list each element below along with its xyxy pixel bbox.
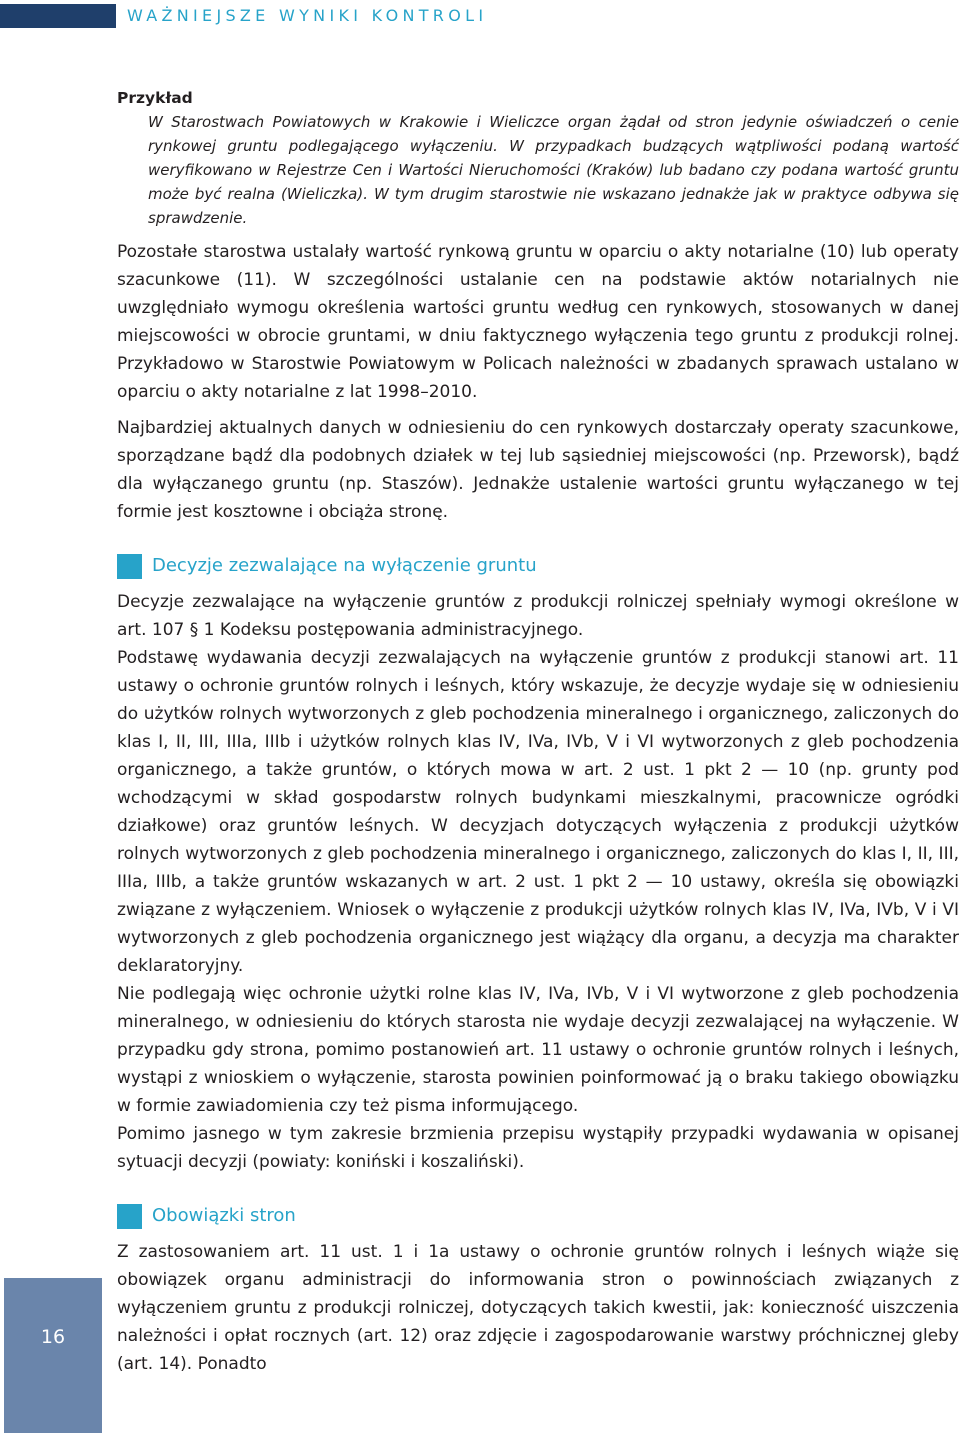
running-header-title: WAŻNIEJSZE WYNIKI KONTROLI (127, 6, 488, 25)
paragraph: Najbardziej aktualnych danych w odniesieniu do cen rynkowych dostarczały operaty szacunkowe, sporządzane bądź dla podobnych działek w tej lub sąsiedniej miejscowości (np. Przeworsk), bądź dla wyłączanego gruntu (np. Staszów). Jednakże ustalenie wartości gruntu wyłączanego w tej formie jest kosztowne i obciąża stronę. (117, 418, 959, 522)
paragraph: Z zastosowaniem art. 11 ust. 1 i 1a ustawy o ochronie gruntów rolnych i leśnych wiąże się obowiązek organu administracji do informowania stron o powinnościach związanych z wyłączeniem gruntu z produkcji rolniczej, dotyczących takich kwestii, jak: konieczność uiszczenia należności i opłat rocznych (art. 12) oraz zdjęcie i zagospodarowanie warstwy próchnicznej gleby (art. 14). Ponadto (117, 1242, 959, 1374)
paragraph: Pozostałe starostwa ustalały wartość rynkową gruntu w oparciu o akty notarialne (10) lub operaty szacunkowe (11). W szczególności ustalanie cen na podstawie aktów notarialnych nie uwzględniało wymogu określenia wartości gruntu według cen rynkowych, stosowanych w danej miejscowości w obrocie gruntami, w dniu faktycznego wyłączenia tego gruntu z produkcji rolnej. Przykładowo w Starostwie Powiatowym w Policach należności w zbadanych sprawach ustalano w oparciu o akty notarialne z lat 1998–2010. (117, 242, 959, 402)
example-title: Przykład (117, 89, 193, 107)
heading-square-icon (117, 1204, 142, 1229)
section-heading (117, 1202, 959, 1230)
paragraph: Nie podlegają więc ochronie użytki rolne klas IV, IVa, IVb, V i VI wytworzone z gleb pochodzenia mineralnego, w odniesieniu do których starosta nie wydaje decyzji zezwalającej na wyłączenie. W przypadku gdy strona, pomimo postanowień art. 11 ustawy o ochronie gruntów rolnych i leśnych, wystąpi z wnioskiem o wyłączenie, starosta powinien poinformować ją o braku takiego obowiązku w formie zawiadomienia czy też pisma informującego. (117, 984, 959, 1116)
section-heading-text: Decyzje zezwalające na wyłączenie gruntu (152, 555, 537, 576)
example-text: W Starostwach Powiatowych w Krakowie i Wieliczce organ żądał od stron jedynie oświadczeń o cenie rynkowej gruntu podlegającego wyłączeniu. W przypadkach budzących wątpliwości podaną wartość weryfikowano w Rejestrze Cen i Wartości Nieruchomości (Kraków) lub badano czy podana wartość gruntu może być realna (Wieliczka). W tym drugim starostwie nie wskazano jednakże jak w praktyce odbywa się sprawdzenie. (148, 113, 959, 227)
section-heading (117, 552, 959, 580)
page-content (117, 84, 959, 1378)
page-number: 16 (40, 1326, 66, 1348)
paragraph: Podstawę wydawania decyzji zezwalających na wyłączenie gruntów z produkcji stanowi art. 11 ustawy o ochronie gruntów rolnych i leśnych, który wskazuje, że decyzje wydaje się w odniesieniu do użytków rolnych wytworzonych z gleb pochodzenia mineralnego i organicznego, zaliczonych do klas I, II, III, IIIa, IIIb i użytków rolnych klas IV, IVa, IVb, V i VI wytworzonych z gleb pochodzenia organicznego, a także gruntów, o których mowa w art. 2 ust. 1 pkt 2 — 10 (np. grunty pod wchodzącymi w skład gospodarstw rolnych budynkami mieszkalnymi, pracownicze ogródki działkowe) oraz gruntów leśnych. W decyzjach dotyczących wyłączenia z produkcji użytków rolnych wytworzonych z gleb pochodzenia mineralnego i organicznego, zaliczonych do klas I, II, III, IIIa, IIIb, a także gruntów wskazanych w art. 2 ust. 1 pkt 2 — 10 ustawy, określa się obowiązki związane z wyłączeniem. Wniosek o wyłączenie z produkcji użytków rolnych klas IV, IVa, IVb, V i VI wytworzonych z gleb pochodzenia organicznego jest wiążący dla organu, a decyzja ma charakter deklaratoryjny. (117, 648, 959, 976)
header-bar (0, 4, 116, 28)
paragraph: Pomimo jasnego w tym zakresie brzmienia przepisu wystąpiły przypadki wydawania w opisanej sytuacji decyzji (powiaty: koniński i koszaliński). (117, 1124, 959, 1172)
section-heading-text: Obowiązki stron (152, 1205, 296, 1226)
example-box (117, 86, 959, 230)
paragraph: Decyzje zezwalające na wyłączenie gruntów z produkcji rolniczej spełniały wymogi określone w art. 107 § 1 Kodeksu postępowania administracyjnego. (117, 592, 959, 640)
heading-square-icon (117, 554, 142, 579)
page-number-tab (4, 1278, 102, 1433)
